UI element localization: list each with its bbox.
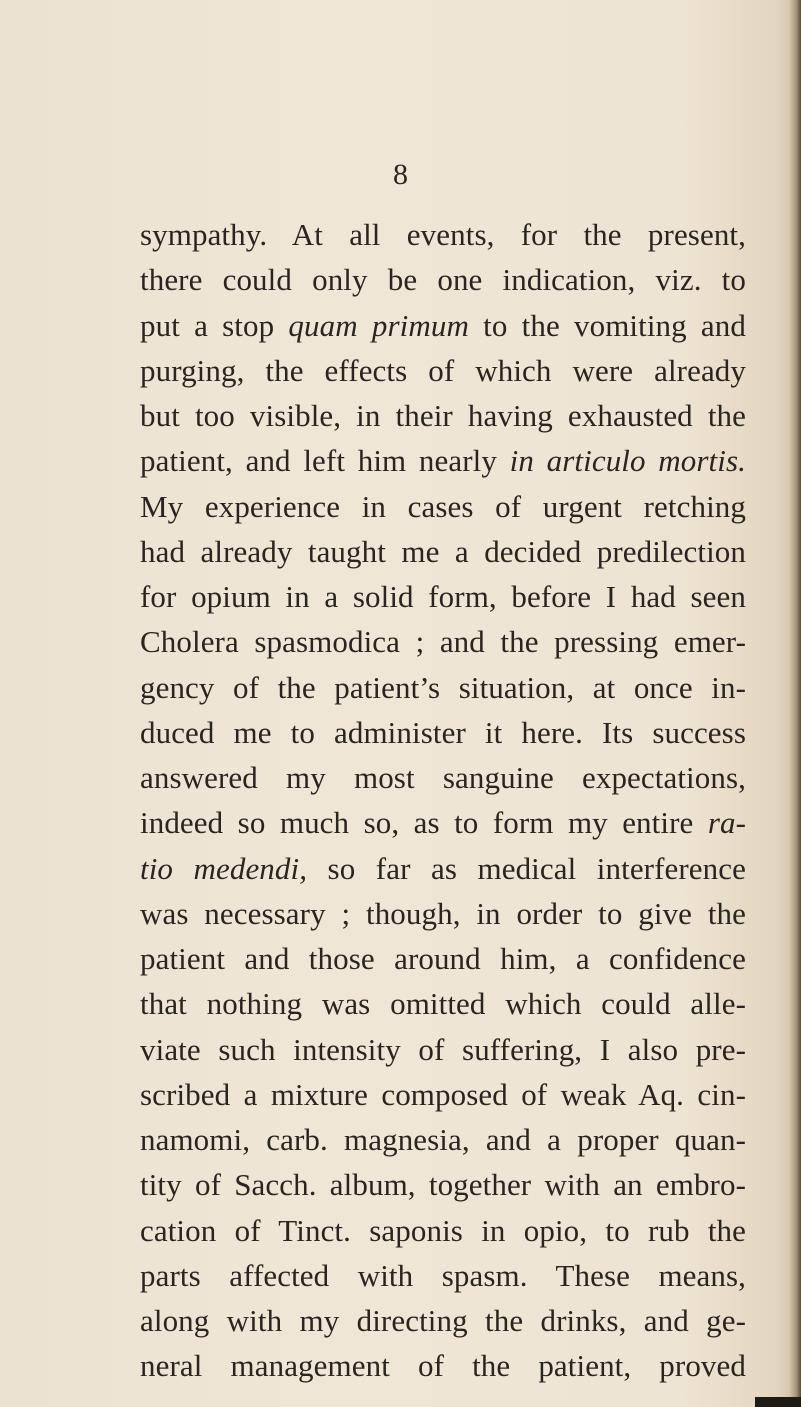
text-segment: neral management of the patient, proved <box>140 1348 746 1384</box>
italic-phrase: ra- <box>707 805 746 841</box>
text-line <box>140 981 746 1026</box>
text-segment: tity of Sacch. album, together with an embro- <box>140 1167 746 1203</box>
text-line <box>140 438 746 483</box>
text-line <box>140 393 746 438</box>
text-line <box>140 846 746 891</box>
text-segment: so far as medical interference <box>307 850 746 886</box>
body-text <box>140 212 746 1389</box>
text-line <box>140 936 746 981</box>
text-segment: put a stop <box>140 307 289 343</box>
text-segment: Cholera spasmodica ; and the pressing emer- <box>140 624 746 660</box>
text-line <box>140 1162 746 1207</box>
text-line <box>140 800 746 845</box>
text-segment: but too visible, in their having exhausted the <box>140 398 746 433</box>
text-segment: cation of Tinct. saponis in opio, to rub the <box>140 1212 746 1248</box>
text-line <box>140 665 746 710</box>
text-segment: to the vomiting and <box>468 307 746 343</box>
text-line <box>140 484 746 529</box>
text-segment: My experience in cases of urgent retching <box>140 488 746 524</box>
text-line <box>140 212 746 257</box>
text-segment: that nothing was omitted which could alle- <box>140 986 746 1022</box>
text-line <box>140 303 746 348</box>
text-line <box>140 529 746 574</box>
text-line <box>140 1253 746 1298</box>
text-segment: viate such intensity of suffering, I also pre- <box>140 1031 746 1067</box>
italic-phrase: tio medendi, <box>140 850 308 886</box>
text-segment: scribed a mixture composed of weak Aq. cin- <box>140 1076 746 1112</box>
text-line <box>140 1117 746 1162</box>
text-line <box>140 1343 746 1388</box>
text-segment: parts affected with spasm. These means, <box>140 1257 746 1293</box>
italic-phrase: quam primum <box>288 307 469 343</box>
text-line <box>140 1027 746 1072</box>
text-segment: patient, and left him nearly <box>140 443 510 479</box>
text-segment: purging, the effects of which were already <box>140 352 746 388</box>
text-line <box>140 1208 746 1253</box>
text-segment: gency of the patient’s situation, at once in- <box>140 669 746 705</box>
text-segment: sympathy. At all events, for the present, <box>140 217 746 252</box>
text-segment: indeed so much so, as to form my entire <box>140 805 708 841</box>
text-segment: along with my directing the drinks, and ge- <box>140 1303 746 1338</box>
text-segment: patient and those around him, a confidence <box>140 941 746 976</box>
italic-phrase: in articulo mortis. <box>509 443 746 479</box>
text-line <box>140 1072 746 1117</box>
text-segment: for opium in a solid form, before I had seen <box>140 579 746 614</box>
text-line <box>140 755 746 800</box>
text-line <box>140 1298 746 1343</box>
page-edge-shadow <box>789 0 801 1407</box>
text-line <box>140 619 746 664</box>
page-number: 8 <box>393 158 408 191</box>
text-segment: was necessary ; though, in order to give the <box>140 895 746 931</box>
text-line <box>140 891 746 936</box>
text-segment: duced me to administer it here. Its success <box>140 714 746 750</box>
text-segment: namomi, carb. magnesia, and a proper quan- <box>140 1122 746 1157</box>
text-segment: answered my most sanguine expectations, <box>140 760 746 795</box>
text-segment: had already taught me a decided predilection <box>140 533 746 569</box>
text-line <box>140 257 746 302</box>
text-segment: there could only be one indication, viz. to <box>140 262 746 298</box>
text-line <box>140 348 746 393</box>
corner-ink-mark <box>755 1397 801 1407</box>
text-line <box>140 574 746 619</box>
text-line <box>140 710 746 755</box>
